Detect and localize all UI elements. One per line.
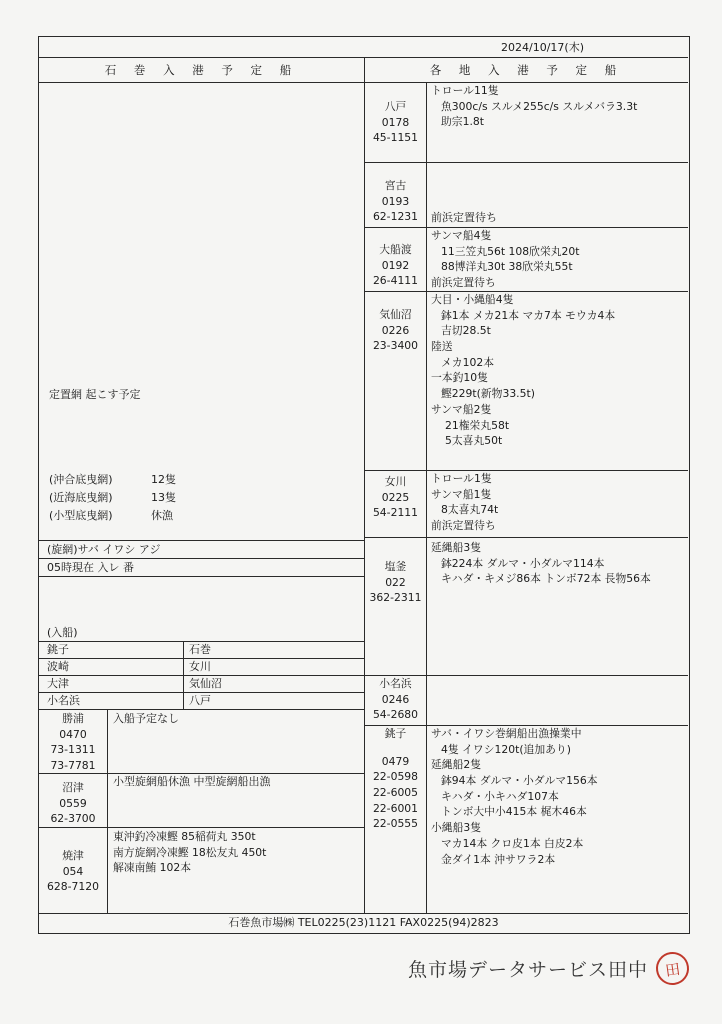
market-contact-footer: 石巻魚市場㈱ TEL0225(23)1121 FAX0225(94)2823 [228,916,499,929]
hachinohe-line-1: トロール11隻 [431,84,499,97]
onahama-info [365,676,426,723]
kesennuma-line-5: メカ102本 [441,355,494,369]
miyako-tel-2: 62-1231 [372,210,419,224]
choshi-line-4: 鉢94本 ダルマ・小ダルマ156本 [441,774,598,788]
onahama-tel-2: 54-2680 [372,708,419,722]
hachinohe-line-2: 魚300c/s スルメ255c/s スルメバラ3.3t [441,99,638,113]
yaizu-notes [113,829,266,876]
choshi-info [365,726,426,832]
yaizu-info [39,848,107,895]
onagawa-tel-2: 54-2111 [372,506,419,520]
katsuura-tel-3: 73-7781 [50,759,96,773]
yaizu-line-1: 東沖釣冷凍鰹 85稲荷丸 350t [113,830,256,843]
kesennuma-line-10: 5太喜丸50t [445,434,503,448]
ofunato-info [365,242,426,289]
kesennuma-line-7: 鰹229t(新物33.5t) [441,387,535,401]
arrival-status: 05時現在 入レ 番 [47,561,134,574]
ishinomaki-header: 石 巻 入 港 予 定 船 [104,63,299,77]
katsuura-note: 入船予定なし [113,712,179,725]
ofunato-name: 大船渡 [379,243,412,256]
teichi-note: 定置網 起こす予定 [49,388,141,401]
yaizu-name: 焼津 [62,849,84,862]
yaizu-tel-1: 054 [62,864,84,878]
port-onahama: 小名浜 [47,694,80,707]
hachinohe-line-3: 助宗1.8t [441,115,484,129]
ofunato-line-2: 11三笠丸56t 108欣栄丸20t [441,244,580,258]
numazu-tel-1: 0559 [59,796,87,810]
kesennuma-line-2: 鉢1本 メカ21本 マカ7本 モウカ4本 [441,308,616,322]
kesennuma-tel-2: 23-3400 [372,339,419,353]
numazu-note: 小型旋網船休漁 中型旋網船出漁 [113,775,271,788]
onagawa-line-4: 前浜定置待ち [431,519,496,533]
numazu-tel-2: 62-3700 [50,812,96,826]
choshi-line-3: 延縄船2隻 [431,758,482,772]
miyako-name: 宮古 [384,179,407,192]
choshi-tel-1: 0479 [381,754,410,768]
choshi-line-8: マカ14本 クロ皮1本 白皮2本 [441,836,584,850]
kesennuma-line-3: 吉切28.5t [441,324,491,338]
ofunato-line-3: 88博洋丸30t 38欣栄丸55t [441,260,573,274]
hachinohe-tel-1: 0178 [381,115,410,129]
yaizu-tel-2: 628-7120 [47,880,99,894]
port-ishinomaki: 石巻 [189,643,211,656]
shiogama-tel-2: 362-2311 [369,591,422,605]
port-onagawa: 女川 [189,660,211,673]
shiogama-line-2: 鉢224本 ダルマ・小ダルマ114本 [441,556,605,570]
report-sheet [38,36,690,934]
trawl-value-1: 12隻 [151,473,176,486]
port-hachinohe: 八戸 [189,694,211,707]
shiogama-report [431,540,651,587]
choshi-line-7: 小縄船3隻 [431,821,482,835]
choshi-tel-2: 22-0598 [372,770,419,784]
yaizu-line-3: 解凍南鮪 102本 [113,861,192,875]
kesennuma-line-4: 陸送 [431,340,453,354]
ofunato-line-4: 前浜定置待ち [431,276,496,290]
trawl-label-3: (小型底曳網) [49,509,113,522]
shiogama-name: 塩釜 [384,560,407,573]
shiogama-tel-1: 022 [385,575,406,589]
yaizu-line-2: 南方旋網冷凍鰹 18松友丸 450t [113,845,267,859]
choshi-line-1: サバ・イワシ巻網船出漁操業中 [431,727,582,740]
kesennuma-tel-1: 0226 [381,323,410,337]
miyako-line-1: 前浜定置待ち [431,211,497,224]
choshi-tel-5: 22-0555 [372,817,419,831]
kesennuma-line-6: 一本釣10隻 [431,371,488,385]
kesennuma-info [365,307,426,354]
numazu-name: 沼津 [62,781,84,794]
choshi-line-6: トンボ大中小415本 梶木46本 [441,805,587,819]
numazu-info [39,780,107,827]
choshi-tel-4: 22-6001 [372,801,419,815]
port-otsu: 大津 [47,677,69,690]
hachinohe-info [365,99,426,146]
miyako-tel-1: 0193 [381,194,410,208]
choshi-line-2: 4隻 イワシ120t(追加あり) [441,742,571,756]
kesennuma-name: 気仙沼 [379,308,412,321]
ofunato-report [431,228,580,291]
choshi-report [431,726,598,867]
makiami-line: (旋網)サバ イワシ アジ [47,543,161,556]
report-date: 2024/10/17(木) [501,41,584,54]
signature: 魚市場データサービス田中 [408,959,649,981]
port-kesennuma: 気仙沼 [189,677,222,690]
trawl-label-1: (沖合底曳網) [49,473,113,486]
kesennuma-report [431,292,615,449]
port-hasaki: 波崎 [47,660,69,673]
port-choshi: 銚子 [47,643,69,656]
shiogama-info [365,559,426,606]
hachinohe-report [431,83,637,130]
ofunato-line-1: サンマ船4隻 [431,229,492,242]
kesennuma-line-9: 21権栄丸58t [445,418,510,432]
choshi-name: 銚子 [384,727,407,740]
onagawa-report [431,471,498,534]
onagawa-line-1: トロール1隻 [431,472,492,485]
katsuura-name: 勝浦 [62,712,84,725]
katsuura-info [39,711,107,774]
katsuura-tel-2: 73-1311 [50,743,96,757]
ofunato-tel-1: 0192 [381,258,410,272]
kesennuma-line-8: サンマ船2隻 [431,402,492,416]
onagawa-name: 女川 [384,475,407,488]
kesennuma-line-1: 大目・小縄船4隻 [431,293,514,306]
onagawa-line-2: サンマ船1隻 [431,487,492,501]
onagawa-info [365,474,426,521]
shiogama-line-3: キハダ・キメジ86本 トンボ72本 長物56本 [441,572,651,586]
onahama-tel-1: 0246 [381,692,410,706]
choshi-line-5: キハダ・小キハダ107本 [441,789,559,803]
choshi-line-9: 金ダイ1本 沖サワラ2本 [441,852,556,866]
shiogama-line-1: 延縄船3隻 [431,541,482,554]
ofunato-tel-2: 26-4111 [372,274,419,288]
trawl-value-2: 13隻 [151,491,176,504]
other-ports-header: 各 地 入 港 予 定 船 [429,63,624,77]
katsuura-tel-1: 0470 [59,727,87,741]
trawl-value-3: 休漁 [151,509,173,522]
choshi-tel-3: 22-6005 [372,786,419,800]
nyusen-label: (入船) [47,626,78,639]
onagawa-line-3: 8太喜丸74t [441,503,499,517]
seal-stamp: 田 [654,950,691,987]
trawl-label-2: (近海底曳網) [49,491,113,504]
hachinohe-tel-2: 45-1151 [372,131,419,145]
onahama-name: 小名浜 [379,677,412,690]
miyako-info [365,178,426,225]
onagawa-tel-1: 0225 [381,490,410,504]
hachinohe-name: 八戸 [384,100,407,113]
